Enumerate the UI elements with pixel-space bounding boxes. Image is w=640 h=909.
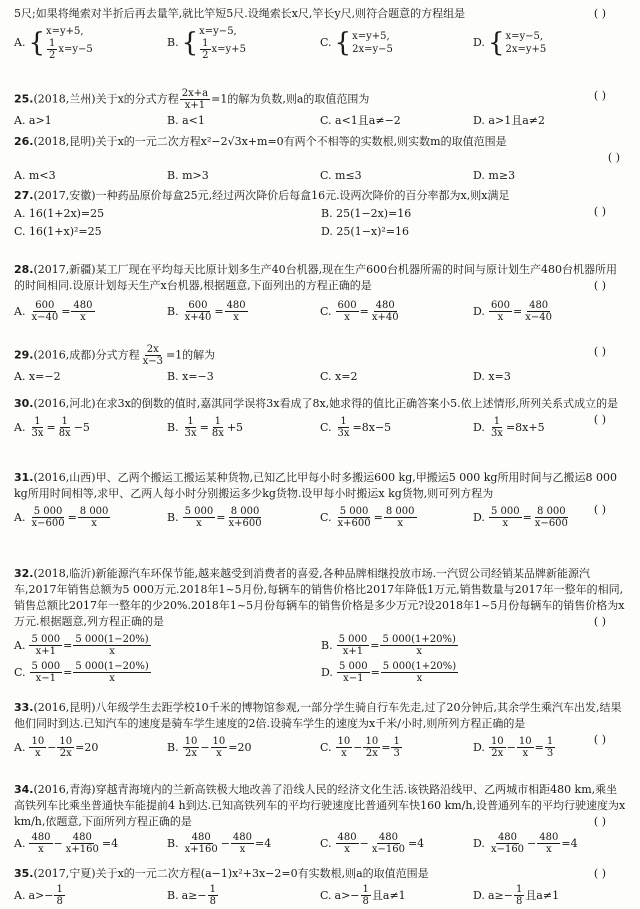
- option-d: D. 25(1−x)²=16: [321, 225, 410, 238]
- question-32: 32.(2018,临沂)新能源汽车环保节能,越来越受到消费者的喜爱,各种品牌相继投放市场.一汽贸公司经销某品牌新能源汽车,2017年销售总额为5 000万元.2018年1~5月份,每辆车的销售价格比2017年降低1万元,销售数量与2017年一整年的相同,销售总额比2017年一整年的少20%.2018年1~5月份每辆车的销售价格是多少万元?设2018年1~5月份每辆车的销售价格为x万元.根据题意,列方程正确的是 ( ) A. $\frac{5 000}{x+1}$ = $\frac{5 000(1-20\%)}{x}$ B. $\frac{5 000}{x+1}$ = $\frac{5 000(1+20\%)}{x}$ C. $\frac{5 000}{x-1}$ = $\frac{5 000(1-20\%)}{x}$ D. $\frac{5 000}{x-1}$ = $\frac{5 000(1+20\%)}{x}$: [14, 566, 628, 684]
- answer-paren: ( ): [593, 345, 606, 358]
- option-a: A. x=−2: [14, 370, 61, 383]
- option-a: A. a>1: [14, 114, 52, 127]
- option-b: B. x=−3: [167, 370, 214, 383]
- option-a: A. { x=y+5, $\frac{1}{2}$ x=y−5: [14, 26, 93, 61]
- question-34: 34.(2016,青海)穿越青海境内的兰新高铁极大地改善了沿线人民的经济文化生活.该铁路沿线甲、乙两城市相距480 km,乘坐高铁列车比乘坐普通快车能提前4 h到达.已知高铁列车的平均行驶速度比普通列车快160 km/h,设普通列车的平均行驶速度为x km/h,依题意,下面所列方程正确的是 ( ) A. $\frac{480}{x}$ − $\frac{480}{x+160}$ =4 B. $\frac{480}{x+160}$ − $\frac{480}{x}$ =4 C. $\frac{480}{x}$ − $\frac{480}{x-160}$ =4 D. $\frac{480}{x-160}$ − $\frac{480}{x}$ =4: [14, 783, 626, 855]
- question-28: 28.(2017,新疆)某工厂现在平均每天比原计划多生产40台机器,现在生产600台机器所需的时间与原计划生产480台机器所用的时间相同.设原计划每天生产x台机器,根据题意,下面列出的方程正确的是 ( ) A. $\frac{600}{x-40}$ = $\frac{480}{x}$ B. $\frac{600}{x+40}$ = $\frac{480}{x}$ C. $\frac{600}{x}$ = $\frac{480}{x+40}$ D. $\frac{600}{x}$ = $\frac{480}{x-40}$: [14, 262, 628, 323]
- option-b: B. { x=y−5, $\frac{1}{2}$ x=y+5: [167, 26, 246, 61]
- option-a: A. 16(1+2x)=25: [14, 207, 105, 220]
- answer-paren: ( ): [593, 503, 606, 516]
- option-d: D. $\frac{480}{x-160}$ − $\frac{480}{x}$ =4: [473, 832, 578, 855]
- answer-paren: ( ): [593, 615, 606, 628]
- answer-paren: ( ): [593, 89, 606, 102]
- option-b: B. $\frac{10}{2x}$ − $\frac{10}{x}$ =20: [167, 736, 252, 759]
- option-b: B. a≥− $\frac{1}{8}$: [167, 884, 216, 907]
- option-d: D. $\frac{1}{3x}$ =8x+5: [473, 416, 545, 439]
- option-d: D. $\frac{5 000}{x-1}$ = $\frac{5 000(1+20\%)}{x}$: [321, 661, 457, 684]
- answer-paren: ( ): [593, 733, 606, 746]
- option-c: C. { x=y+5, 2x=y−5: [320, 28, 393, 58]
- answer-paren: ( ): [593, 279, 606, 292]
- question-35: 35.(2017,宁夏)关于x的一元二次方程(a−1)x²+3x−2=0有实数根,则a的取值范围是 ( ) A. a>− $\frac{1}{8}$ B. a≥− $\frac{1}{8}$ C. a>− $\frac{1}{8}$ 且a≠1 D. a≥− $\frac{1}{8}$ 且a≠1: [14, 866, 628, 907]
- question-33: 33.(2016,昆明)八年级学生去距学校10千米的博物馆参观,一部分学生骑自行车先走,过了20分钟后,其余学生乘汽车出发,结果他们同时到达.已知汽车的速度是骑车学生速度的2倍.设骑车学生的速度为x千米/小时,则所列方程正确的是 ( ) A. $\frac{10}{x}$ − $\frac{10}{2x}$ =20 B. $\frac{10}{2x}$ − $\frac{10}{x}$ =20 C. $\frac{10}{x}$ − $\frac{10}{2x}$ = $\frac{1}{3}$ D. $\frac{10}{2x}$ − $\frac{10}{x}$ = $\frac{1}{3}$: [14, 700, 628, 759]
- question-number: 25.: [14, 92, 34, 106]
- option-c: C. m≤3: [320, 169, 362, 182]
- question-27: 27.(2017,安徽)一种药品原价每盒25元,经过两次降价后每盒16元.设两次降价的百分率都为x,则x满足 ( ) A. 16(1+2x)=25 B. 25(1−2x)=16 C. 16(1+x)²=25 D. 25(1−x)²=16: [14, 188, 628, 240]
- option-a: A. $\frac{600}{x-40}$ = $\frac{480}{x}$: [14, 300, 93, 323]
- question-stem: 5尺;如果将绳索对半折后再去量竿,就比竿短5尺.设绳索长x尺,竿长y尺,则符合题意的方程组是: [14, 7, 466, 20]
- option-a: A. $\frac{5 000}{x-600}$ = $\frac{8 000}{x}$: [14, 506, 109, 529]
- answer-paren: ( ): [593, 815, 606, 828]
- option-b: B. $\frac{480}{x+160}$ − $\frac{480}{x}$ =4: [167, 832, 272, 855]
- option-a: A. m<3: [14, 169, 56, 182]
- option-d: D. $\frac{10}{2x}$ − $\frac{10}{x}$ = $\frac{1}{3}$: [473, 736, 554, 759]
- option-b: B. a<1: [167, 114, 205, 127]
- answer-paren: ( ): [593, 205, 606, 218]
- option-d: D. a>1且a≠2: [473, 114, 545, 127]
- option-c: C. x=2: [320, 370, 358, 383]
- option-d: D. x=3: [473, 370, 511, 383]
- option-c: C. a<1且a≠−2: [320, 114, 401, 127]
- option-a: A. a>− $\frac{1}{8}$: [14, 884, 63, 907]
- option-c: C. $\frac{10}{x}$ − $\frac{10}{2x}$ = $\frac{1}{3}$: [320, 736, 400, 759]
- answer-paren: ( ): [607, 151, 620, 164]
- option-d: D. { x=y−5, 2x=y+5: [473, 28, 547, 58]
- option-a: A. $\frac{480}{x}$ − $\frac{480}{x+160}$ =4: [14, 832, 119, 855]
- question-26: 26.(2018,昆明)关于x的一元二次方程x²−2√3x+m=0有两个不相等的实数根,则实数m的取值范围是 ( ) A. m<3 B. m>3 C. m≤3 D. m≥3: [14, 134, 628, 184]
- answer-paren: ( ): [593, 7, 606, 20]
- question-30: 30.(2016,河北)在求3x的倒数的值时,嘉淇同学误将3x看成了8x,她求得的值比正确答案小5.依上述情形,所列关系式成立的是 ( ) A. $\frac{1}{3x}$ = $\frac{1}{8x}$ −5 B. $\frac{1}{3x}$ = $\frac{1}{8x}$ +5 C. $\frac{1}{3x}$ =8x−5 D. $\frac{1}{3x}$ =8x+5: [14, 396, 628, 439]
- answer-paren: ( ): [593, 413, 606, 426]
- option-c: C. $\frac{600}{x}$ = $\frac{480}{x+40}$: [320, 300, 399, 323]
- option-c: C. $\frac{1}{3x}$ =8x−5: [320, 416, 392, 439]
- option-b: B. m>3: [167, 169, 209, 182]
- option-d: D. m≥3: [473, 169, 516, 182]
- option-a: A. $\frac{10}{x}$ − $\frac{10}{2x}$ =20: [14, 736, 99, 759]
- option-a: A. $\frac{5 000}{x+1}$ = $\frac{5 000(1-20\%)}{x}$: [14, 634, 149, 657]
- option-b: B. $\frac{600}{x+40}$ = $\frac{480}{x}$: [167, 300, 246, 323]
- option-d: D. $\frac{600}{x}$ = $\frac{480}{x-40}$: [473, 300, 552, 323]
- question-24: [14, 6, 628, 61]
- option-d: D. $\frac{5 000}{x}$ = $\frac{8 000}{x-600}$: [473, 506, 568, 529]
- option-c: C. $\frac{480}{x}$ − $\frac{480}{x-160}$ =4: [320, 832, 425, 855]
- option-d: D. a≥− $\frac{1}{8}$ 且a≠1: [473, 884, 560, 907]
- option-c: C. 16(1+x)²=25: [14, 225, 102, 238]
- option-b: B. $\frac{5 000}{x}$ = $\frac{8 000}{x+600}$: [167, 506, 262, 529]
- question-31: 31.(2016,山西)甲、乙两个搬运工搬运某种货物,已知乙比甲每小时多搬运600 kg,甲搬运5 000 kg所用时间与乙搬运8 000 kg所用时间相等,求甲、乙两人每小时分别搬运多少kg货物.设甲每小时搬运x kg货物,则可列方程为 ( ) A. $\frac{5 000}{x-600}$ = $\frac{8 000}{x}$ B. $\frac{5 000}{x}$ = $\frac{8 000}{x+600}$ C. $\frac{5 000}{x+600}$ = $\frac{8 000}{x}$ D. $\frac{5 000}{x}$ = $\frac{8 000}{x-600}$: [14, 470, 628, 529]
- option-c: C. a>− $\frac{1}{8}$ 且a≠1: [320, 884, 406, 907]
- option-c: C. $\frac{5 000}{x-1}$ = $\frac{5 000(1-20\%)}{x}$: [14, 661, 149, 684]
- option-b: B. $\frac{5 000}{x+1}$ = $\frac{5 000(1+20\%)}{x}$: [321, 634, 456, 657]
- option-b: B. $\frac{1}{3x}$ = $\frac{1}{8x}$ +5: [167, 416, 244, 439]
- question-29: 29.(2016,成都)分式方程 $\frac{2x}{x-3}$ =1的解为 ( ) A. x=−2 B. x=−3 C. x=2 D. x=3: [14, 344, 628, 385]
- answer-paren: ( ): [593, 867, 606, 880]
- question-25: 25.(2018,兰州)关于x的分式方程 $\frac{2x+a}{x+1}$ =1的解为负数,则a的取值范围为 ( ) A. a>1 B. a<1 C. a<1且a≠−2 D. a>1且a≠2: [14, 88, 628, 129]
- option-b: B. 25(1−2x)=16: [321, 207, 412, 220]
- option-c: C. $\frac{5 000}{x+600}$ = $\frac{8 000}{x}$: [320, 506, 415, 529]
- option-a: A. $\frac{1}{3x}$ = $\frac{1}{8x}$ −5: [14, 416, 90, 439]
